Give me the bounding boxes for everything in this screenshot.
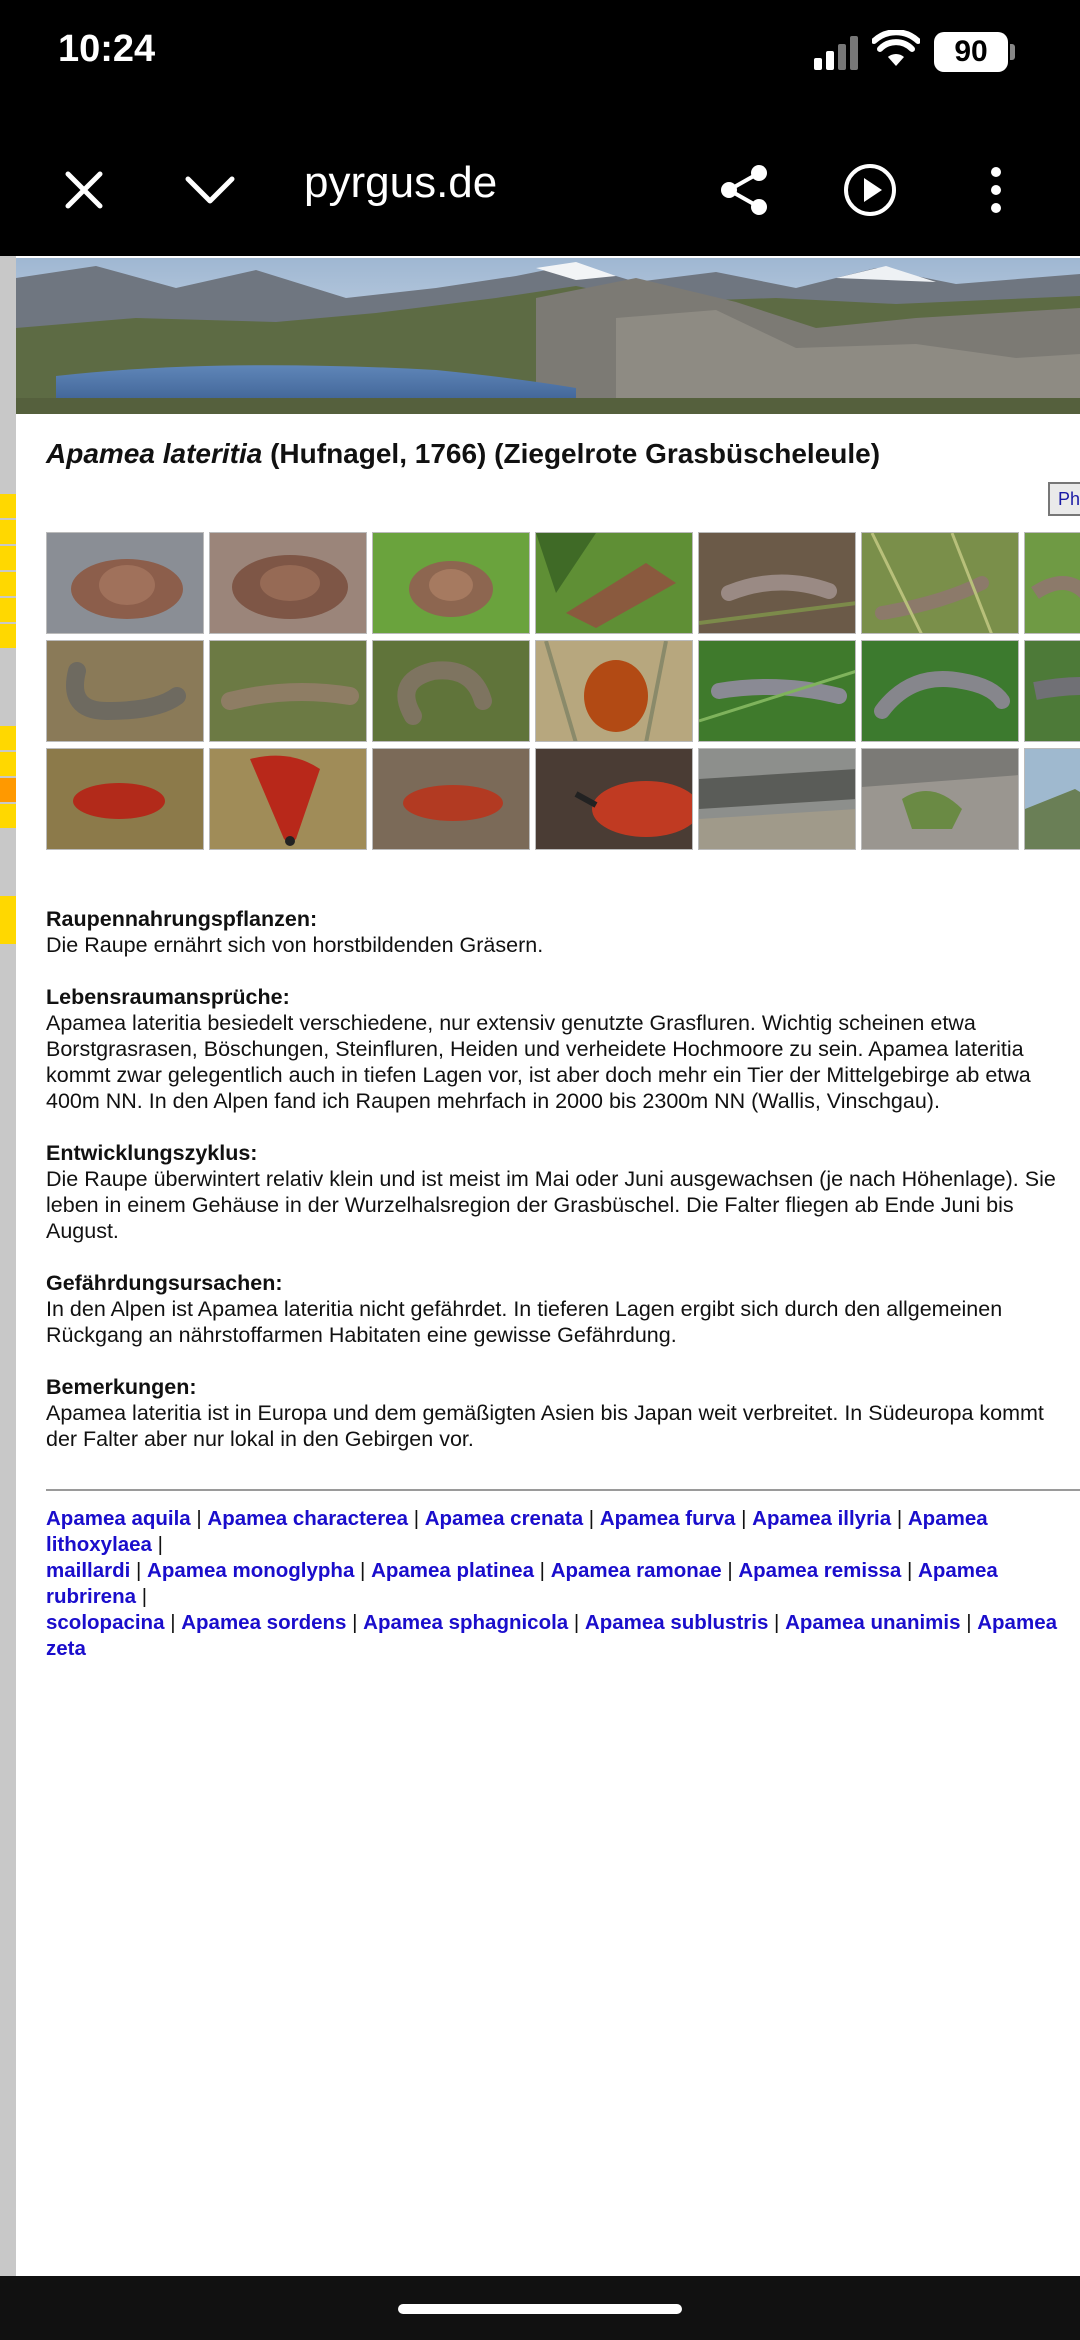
section-body: Die Raupe ernährt sich von horstbildenden Gräsern. (46, 933, 544, 957)
gallery-thumbnail[interactable] (535, 748, 693, 850)
gallery-thumbnail[interactable] (46, 748, 204, 850)
link-separator: | (583, 1507, 600, 1530)
link-separator: | (346, 1611, 364, 1634)
species-link[interactable]: Apamea characterea (207, 1507, 408, 1530)
cellular-signal-icon (814, 36, 860, 75)
status-time: 10:24 (58, 28, 156, 70)
species-link[interactable]: Apamea zeta (46, 1611, 1057, 1660)
link-separator: | (568, 1611, 585, 1634)
species-name: Apamea lateritia (46, 438, 263, 469)
section-threats (46, 1270, 1056, 1348)
link-separator: | (735, 1507, 753, 1530)
link-separator: | (891, 1507, 908, 1530)
wifi-icon (872, 30, 920, 75)
share-icon[interactable] (704, 150, 784, 230)
species-link[interactable]: Apamea remissa (738, 1559, 902, 1582)
nav-strip-item[interactable] (0, 572, 16, 596)
gallery-thumbnail[interactable] (535, 640, 693, 742)
link-separator: | (130, 1559, 148, 1582)
section-body: Die Raupe überwintert relativ klein und ist meist im Mai oder Juni ausgewachsen (je nach Höhenlage). Sie leben in einem Gehäuse in der Wurzelhalsregion der Grasbüschel. Die Falter fliegen ab Ende Juni bis August. (46, 1167, 1056, 1243)
nav-strip-item[interactable] (0, 896, 16, 944)
gallery-thumbnail[interactable] (535, 532, 693, 634)
battery-tip (1010, 44, 1015, 60)
nav-strip-item[interactable] (0, 804, 16, 828)
section-body: Apamea lateritia besiedelt verschiedene, nur extensiv genutzte Grasfluren. Wichtig scheinen etwa Borstgrasrasen, Böschungen, Steinfluren, Heiden und verheidete Hochmoore zu sein. Apamea lateritia kommt zwar gelegentlich auch in tiefen Lagen vor, ist aber doch mehr ein Tier der Mittelgebirge ab etwa 400m NN. In den Alpen fand ich Raupen mehrfach in 2000 bis 2300m NN (Wallis, Vinschgau). (46, 1011, 1031, 1113)
section-heading: Lebensraumansprüche: (46, 985, 290, 1009)
battery-indicator: 90 (934, 32, 1008, 72)
gallery-thumbnail[interactable] (46, 640, 204, 742)
species-header (46, 438, 1080, 470)
link-separator: | (960, 1611, 978, 1634)
species-link[interactable]: Apamea unanimis (785, 1611, 961, 1634)
related-species-links (46, 1506, 1080, 1662)
link-separator: | (768, 1611, 786, 1634)
section-heading: Entwicklungszyklus: (46, 1141, 258, 1165)
section-body: Apamea lateritia ist in Europa und dem gemäßigten Asien bis Japan weit verbreitet. In Südeuropa kommt der Falter aber nur lokal in den Gebirgen vor. (46, 1401, 1044, 1451)
nav-strip-item[interactable] (0, 726, 16, 750)
link-separator: | (136, 1585, 148, 1608)
page-title (46, 438, 1080, 470)
gallery-thumbnail[interactable] (1024, 748, 1080, 850)
nav-strip-item[interactable] (0, 624, 16, 648)
nav-strip-item-active[interactable] (0, 778, 16, 802)
browser-toolbar (0, 110, 1080, 256)
status-bar (0, 0, 1080, 110)
gallery-thumbnail[interactable] (698, 640, 856, 742)
section-habitat (46, 984, 1056, 1114)
gallery-thumbnail[interactable] (209, 748, 367, 850)
header-banner-image (16, 258, 1080, 414)
play-icon[interactable] (830, 150, 910, 230)
nav-strip-item[interactable] (0, 494, 16, 518)
gallery-thumbnail[interactable] (861, 640, 1019, 742)
species-link[interactable]: Apamea illyria (752, 1507, 892, 1530)
gallery-thumbnail[interactable] (372, 532, 530, 634)
section-heading: Gefährdungsursachen: (46, 1271, 283, 1295)
species-link[interactable]: Apamea lithoxylaea (46, 1507, 988, 1556)
nav-strip-item[interactable] (0, 546, 16, 570)
species-link[interactable]: maillardi (46, 1559, 131, 1582)
nav-strip-item[interactable] (0, 752, 16, 776)
species-link[interactable]: scolopacina (46, 1611, 165, 1634)
species-link[interactable]: Apamea monoglypha (147, 1559, 355, 1582)
link-separator: | (190, 1507, 208, 1530)
link-separator: | (533, 1559, 551, 1582)
gallery-thumbnail[interactable] (372, 640, 530, 742)
close-icon[interactable] (44, 150, 124, 230)
species-link[interactable]: Apamea crenata (424, 1507, 584, 1530)
gallery-thumbnail[interactable] (698, 532, 856, 634)
url-text[interactable]: pyrgus.de (304, 158, 498, 207)
gallery-thumbnail[interactable] (861, 748, 1019, 850)
divider (46, 1489, 1080, 1491)
species-link[interactable]: Apamea platinea (371, 1559, 534, 1582)
species-author-common-name: (Hufnagel, 1766) (Ziegelrote Grasbüscheleule) (262, 438, 881, 469)
species-link[interactable]: Apamea aquila (46, 1507, 191, 1530)
species-link[interactable]: Apamea ramonae (550, 1559, 722, 1582)
species-link[interactable]: Apamea furva (599, 1507, 736, 1530)
gallery-thumbnail[interactable] (698, 748, 856, 850)
gallery-thumbnail[interactable] (1024, 640, 1080, 742)
gallery-thumbnail[interactable] (372, 748, 530, 850)
gallery-thumbnail[interactable] (46, 532, 204, 634)
home-indicator[interactable] (398, 2304, 682, 2314)
web-page (0, 256, 1080, 2276)
link-separator: | (151, 1533, 163, 1556)
nav-strip-item[interactable] (0, 520, 16, 544)
more-vert-icon[interactable] (956, 150, 1036, 230)
link-separator: | (901, 1559, 919, 1582)
gallery-thumbnail[interactable] (209, 640, 367, 742)
species-link[interactable]: Apamea sphagnicola (363, 1611, 569, 1634)
link-separator: | (354, 1559, 372, 1582)
nav-strip-item[interactable] (0, 598, 16, 622)
gallery-thumbnail[interactable] (1024, 532, 1080, 634)
gallery-thumbnail[interactable] (209, 532, 367, 634)
species-description (46, 906, 1056, 1478)
section-remarks (46, 1374, 1056, 1452)
link-separator: | (721, 1559, 739, 1582)
species-link[interactable]: Apamea sublustris (584, 1611, 769, 1634)
section-food-plants (46, 906, 1056, 958)
section-heading: Raupennahrungspflanzen: (46, 907, 318, 931)
section-heading: Bemerkungen: (46, 1375, 197, 1399)
gallery-thumbnail[interactable] (861, 532, 1019, 634)
species-link[interactable]: Apamea rubrirena (46, 1559, 998, 1608)
link-separator: | (408, 1507, 425, 1530)
section-body: In den Alpen ist Apamea lateritia nicht gefährdet. In tieferen Lagen ergibt sich durch den allgemeinen Rückgang an nährstoffarmen Habitaten eine gewisse Gefährdung. (46, 1297, 1003, 1347)
chevron-down-icon[interactable] (170, 150, 250, 230)
species-link[interactable]: Apamea sordens (181, 1611, 347, 1634)
system-nav-bar (0, 2276, 1080, 2340)
photo-button[interactable]: Ph (1048, 482, 1080, 516)
link-separator: | (164, 1611, 182, 1634)
section-life-cycle (46, 1140, 1056, 1244)
